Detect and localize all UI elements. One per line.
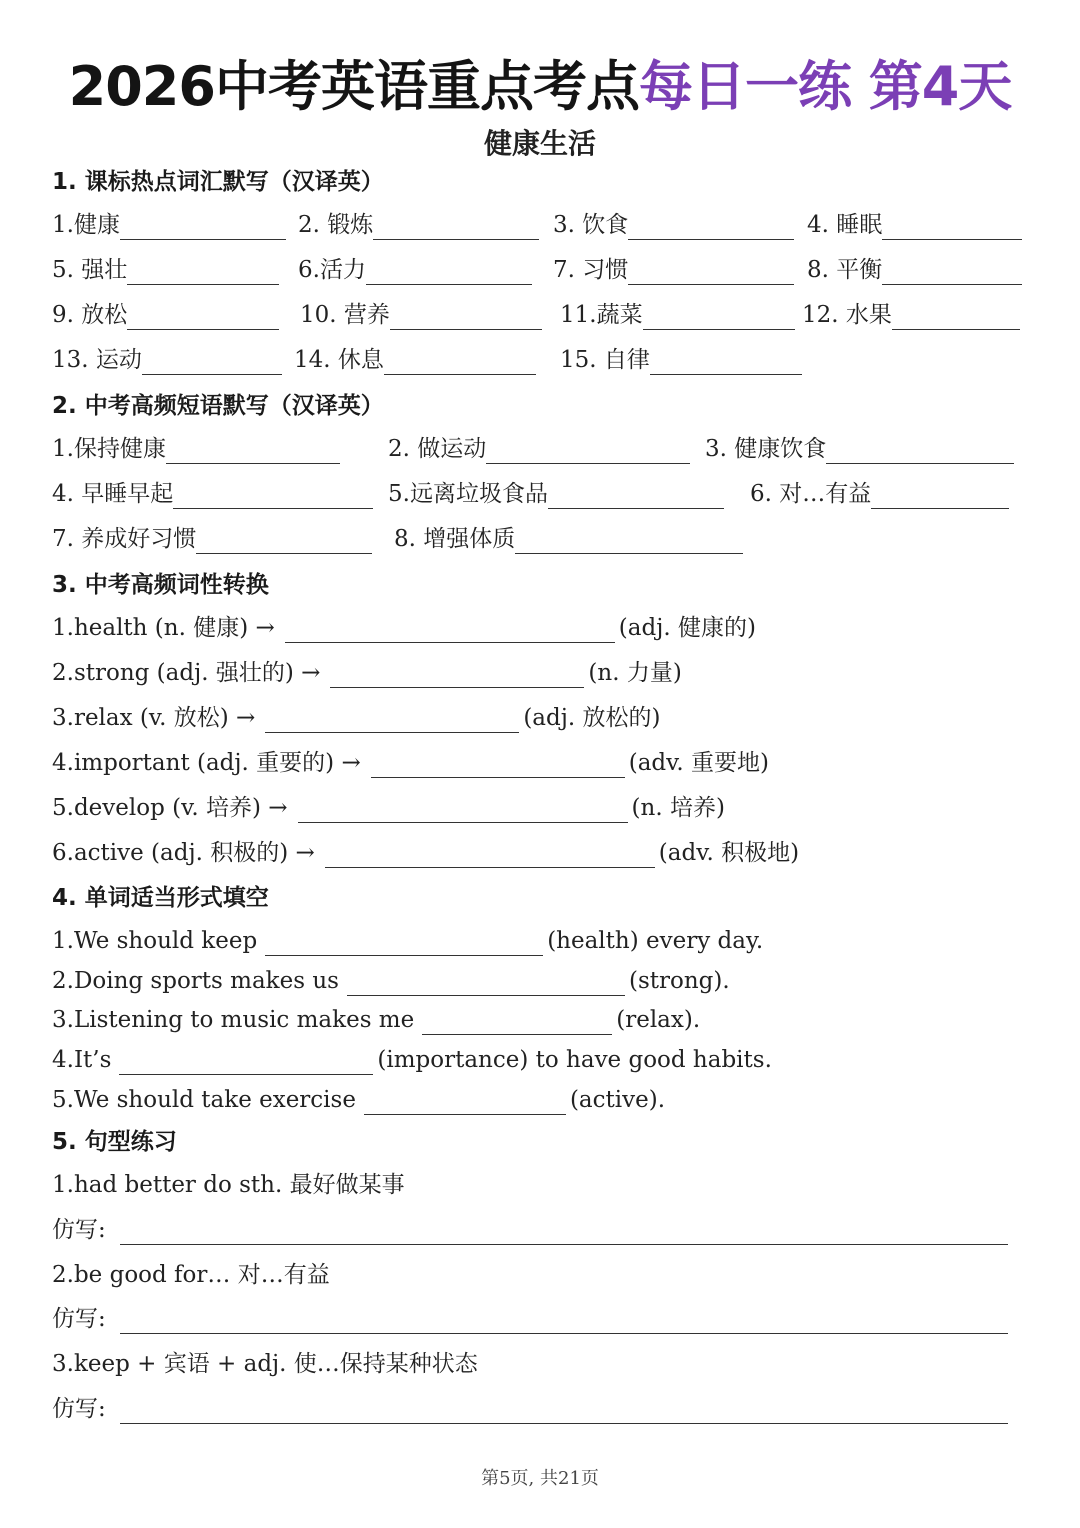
answer-blank[interactable] <box>265 931 543 956</box>
vocab-item: 9. 放松 <box>52 300 283 330</box>
conversion-item: 1.health (n. 健康) → (adj. 健康的) <box>52 615 756 641</box>
phrase-item: 5.远离垃圾食品 <box>388 479 728 509</box>
vocab-item: 1.健康 <box>52 210 290 240</box>
sentence-pattern: 2.be good for… 对…有益 <box>52 1262 330 1288</box>
fill-in-item: 2.Doing sports makes us (strong). <box>52 968 730 994</box>
sentence-pattern: 1.had better do sth. 最好做某事 <box>52 1172 405 1198</box>
vocab-item: 8. 平衡 <box>807 255 1026 285</box>
answer-blank[interactable] <box>330 663 584 688</box>
answer-blank[interactable] <box>422 1010 612 1035</box>
phrase-item: 1.保持健康 <box>52 434 344 464</box>
conversion-item: 2.strong (adj. 强壮的) → (n. 力量) <box>52 660 682 686</box>
answer-blank[interactable] <box>882 215 1022 240</box>
vocab-item: 6.活力 <box>298 255 536 285</box>
vocab-item: 11.蔬菜 <box>560 300 799 330</box>
phrase-item: 3. 健康饮食 <box>705 434 1018 464</box>
answer-blank[interactable] <box>285 618 615 643</box>
answer-blank[interactable] <box>515 529 743 554</box>
fill-in-item: 4.It’s (importance) to have good habits. <box>52 1047 772 1073</box>
section5-heading: 5. 句型练习 <box>52 1129 177 1155</box>
answer-blank[interactable] <box>265 708 519 733</box>
vocab-item: 4. 睡眠 <box>807 210 1026 240</box>
vocab-item: 2. 锻炼 <box>298 210 543 240</box>
answer-blank[interactable] <box>892 305 1020 330</box>
section4-heading: 4. 单词适当形式填空 <box>52 885 269 911</box>
conversion-item: 5.develop (v. 培养) → (n. 培养) <box>52 795 725 821</box>
conversion-item: 6.active (adj. 积极的) → (adv. 积极地) <box>52 840 800 866</box>
vocab-row <box>0 255 1080 289</box>
conversion-item: 3.relax (v. 放松) → (adj. 放松的) <box>52 705 661 731</box>
vocab-item: 10. 营养 <box>300 300 546 330</box>
answer-blank[interactable] <box>120 215 286 240</box>
vocab-item: 15. 自律 <box>560 345 806 375</box>
vocab-item: 13. 运动 <box>52 345 286 375</box>
section3-heading: 3. 中考高频词性转换 <box>52 572 269 598</box>
phrase-row <box>0 434 1080 468</box>
section2-heading: 2. 中考高频短语默写（汉译英） <box>52 393 384 419</box>
answer-blank[interactable] <box>384 350 536 375</box>
answer-blank[interactable] <box>366 260 532 285</box>
phrase-row <box>0 479 1080 513</box>
title-main: 2026中考英语重点考点 <box>68 55 639 118</box>
page-subtitle: 健康生活 <box>483 127 596 160</box>
vocab-row <box>0 210 1080 244</box>
imitation-blank[interactable] <box>120 1309 1008 1334</box>
vocab-item: 5. 强壮 <box>52 255 283 285</box>
answer-blank[interactable] <box>166 439 340 464</box>
answer-blank[interactable] <box>196 529 372 554</box>
phrase-item: 2. 做运动 <box>388 434 694 464</box>
answer-blank[interactable] <box>390 305 542 330</box>
answer-blank[interactable] <box>628 215 794 240</box>
answer-blank[interactable] <box>127 260 279 285</box>
answer-blank[interactable] <box>643 305 795 330</box>
answer-blank[interactable] <box>127 305 279 330</box>
imitation-row: 仿写: <box>52 1394 1012 1424</box>
sentence-pattern: 3.keep + 宾语 + adj. 使…保持某种状态 <box>52 1351 478 1377</box>
phrase-item: 8. 增强体质 <box>394 524 747 554</box>
page-title <box>0 52 1080 122</box>
page-number: 第5页, 共21页 <box>481 1468 599 1489</box>
answer-blank[interactable] <box>650 350 802 375</box>
imitation-blank[interactable] <box>120 1399 1008 1424</box>
title-highlight: 每日一练 第4天 <box>638 55 1012 118</box>
answer-blank[interactable] <box>882 260 1022 285</box>
answer-blank[interactable] <box>871 484 1009 509</box>
answer-blank[interactable] <box>371 753 625 778</box>
answer-blank[interactable] <box>486 439 690 464</box>
phrase-row <box>0 524 1080 558</box>
fill-in-item: 5.We should take exercise (active). <box>52 1087 666 1113</box>
imitation-row: 仿写: <box>52 1215 1012 1245</box>
answer-blank[interactable] <box>298 798 628 823</box>
answer-blank[interactable] <box>826 439 1014 464</box>
answer-blank[interactable] <box>119 1050 373 1075</box>
fill-in-item: 1.We should keep (health) every day. <box>52 928 764 954</box>
imitation-blank[interactable] <box>120 1220 1008 1245</box>
vocab-item: 12. 水果 <box>802 300 1024 330</box>
answer-blank[interactable] <box>548 484 724 509</box>
answer-blank[interactable] <box>628 260 794 285</box>
vocab-row <box>0 300 1080 334</box>
answer-blank[interactable] <box>364 1090 566 1115</box>
fill-in-item: 3.Listening to music makes me (relax). <box>52 1007 701 1033</box>
section1-heading: 1. 课标热点词汇默写（汉译英） <box>52 169 384 195</box>
conversion-item: 4.important (adj. 重要的) → (adv. 重要地) <box>52 750 769 776</box>
phrase-item: 7. 养成好习惯 <box>52 524 376 554</box>
phrase-item: 6. 对…有益 <box>750 479 1013 509</box>
answer-blank[interactable] <box>142 350 282 375</box>
answer-blank[interactable] <box>373 215 539 240</box>
phrase-item: 4. 早睡早起 <box>52 479 377 509</box>
vocab-item: 3. 饮食 <box>553 210 798 240</box>
vocab-item: 7. 习惯 <box>553 255 798 285</box>
vocab-item: 14. 休息 <box>294 345 540 375</box>
imitation-row: 仿写: <box>52 1304 1012 1334</box>
vocab-row <box>0 345 1080 379</box>
answer-blank[interactable] <box>173 484 373 509</box>
answer-blank[interactable] <box>347 971 625 996</box>
answer-blank[interactable] <box>325 843 655 868</box>
